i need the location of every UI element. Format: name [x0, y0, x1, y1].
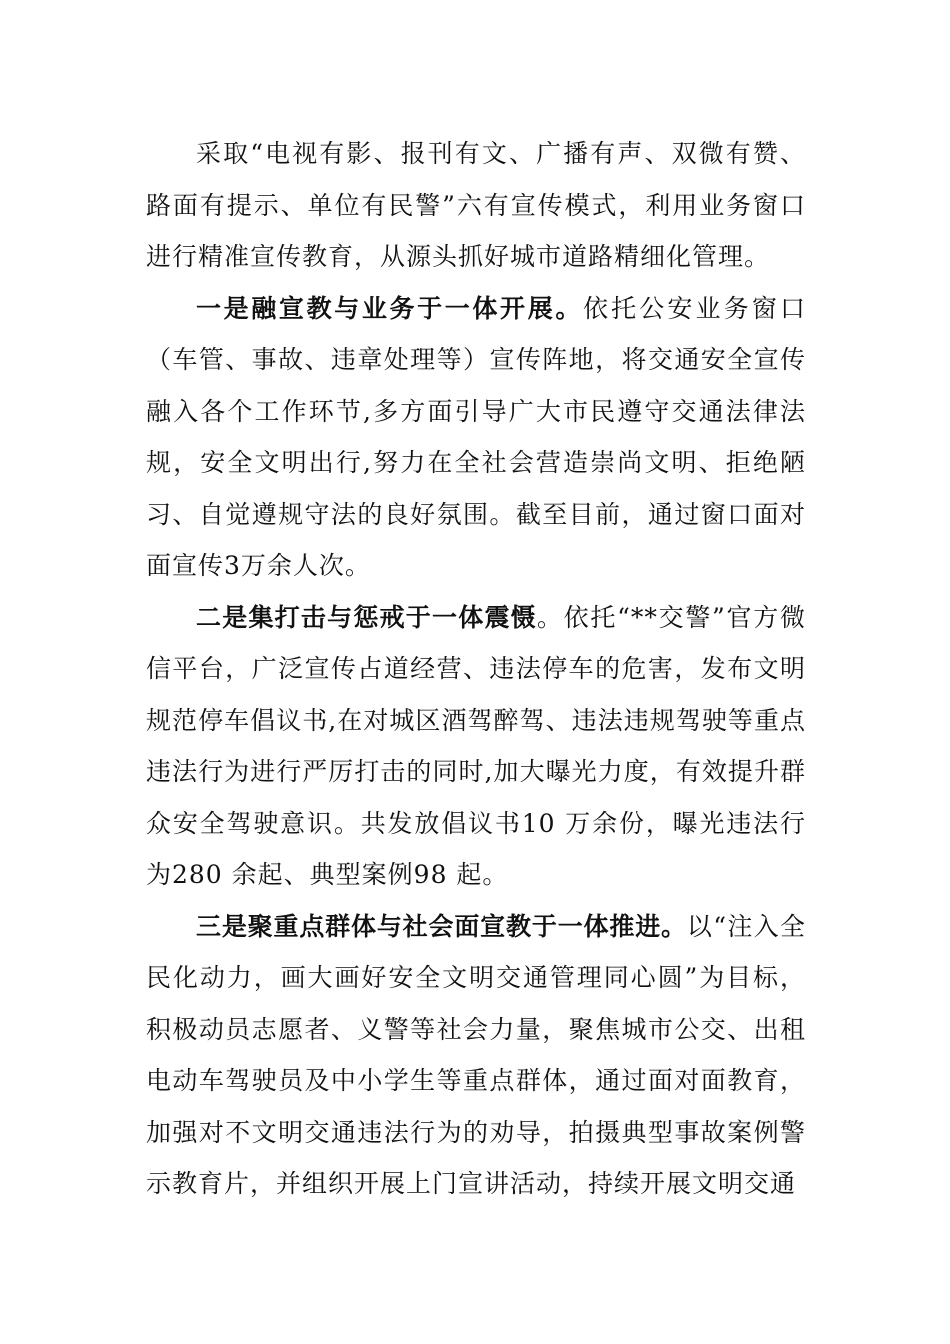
- document-body: [146, 128, 806, 1210]
- paragraph-text: 以“注入全民化动力，画大画好安全文明交通管理同心圆”为目标，积极动员志愿者、义警等社会力量，聚焦城市公交、出租电动车驾驶员及中小学生等重点群体，通过面对面教育，加强对不文明交通违法行为的劝导，拍摄典型事故案例警示教育片，并组织开展上门宣讲活动，持续开展文明交通: [146, 911, 806, 1198]
- paragraph-intro: [146, 128, 806, 283]
- paragraph-text: 依托公安业务窗口（车管、事故、违章处理等）宣传阵地，将交通安全宣传融入各个工作环节,多方面引导广大市民遵守交通法律法规，安全文明出行,努力在全社会营造崇尚文明、拒绝陋习、自觉遵规守法的良好氛围。截至目前，通过窗口面对面宣传3万余人次。: [146, 293, 806, 580]
- paragraph-text: 。依托“**交警”官方微信平台，广泛宣传占道经营、违法停车的危害，发布文明规范停车倡议书,在对城区酒驾醉驾、违法违规驾驶等重点违法行为进行严厉打击的同时,加大曝光力度，有效提升群众安全驾驶意识。共发放倡议书10 万余份，曝光违法行为280 余起、典型案例98 起。: [146, 602, 806, 889]
- paragraph-two: [146, 592, 806, 901]
- paragraph-lead: 三是聚重点群体与社会面宣教于一体推进。: [196, 911, 687, 941]
- paragraph-text: 采取“电视有影、报刊有文、广播有声、双微有赞、路面有提示、单位有民警”六有宣传模式，利用业务窗口进行精准宣传教育，从源头抓好城市道路精细化管理。: [146, 139, 806, 271]
- paragraph-lead: 一是融宣教与业务于一体开展。: [196, 293, 583, 323]
- paragraph-three: [146, 901, 806, 1210]
- paragraph-lead: 二是集打击与惩戒于一体震慑: [196, 602, 537, 632]
- paragraph-one: [146, 283, 806, 592]
